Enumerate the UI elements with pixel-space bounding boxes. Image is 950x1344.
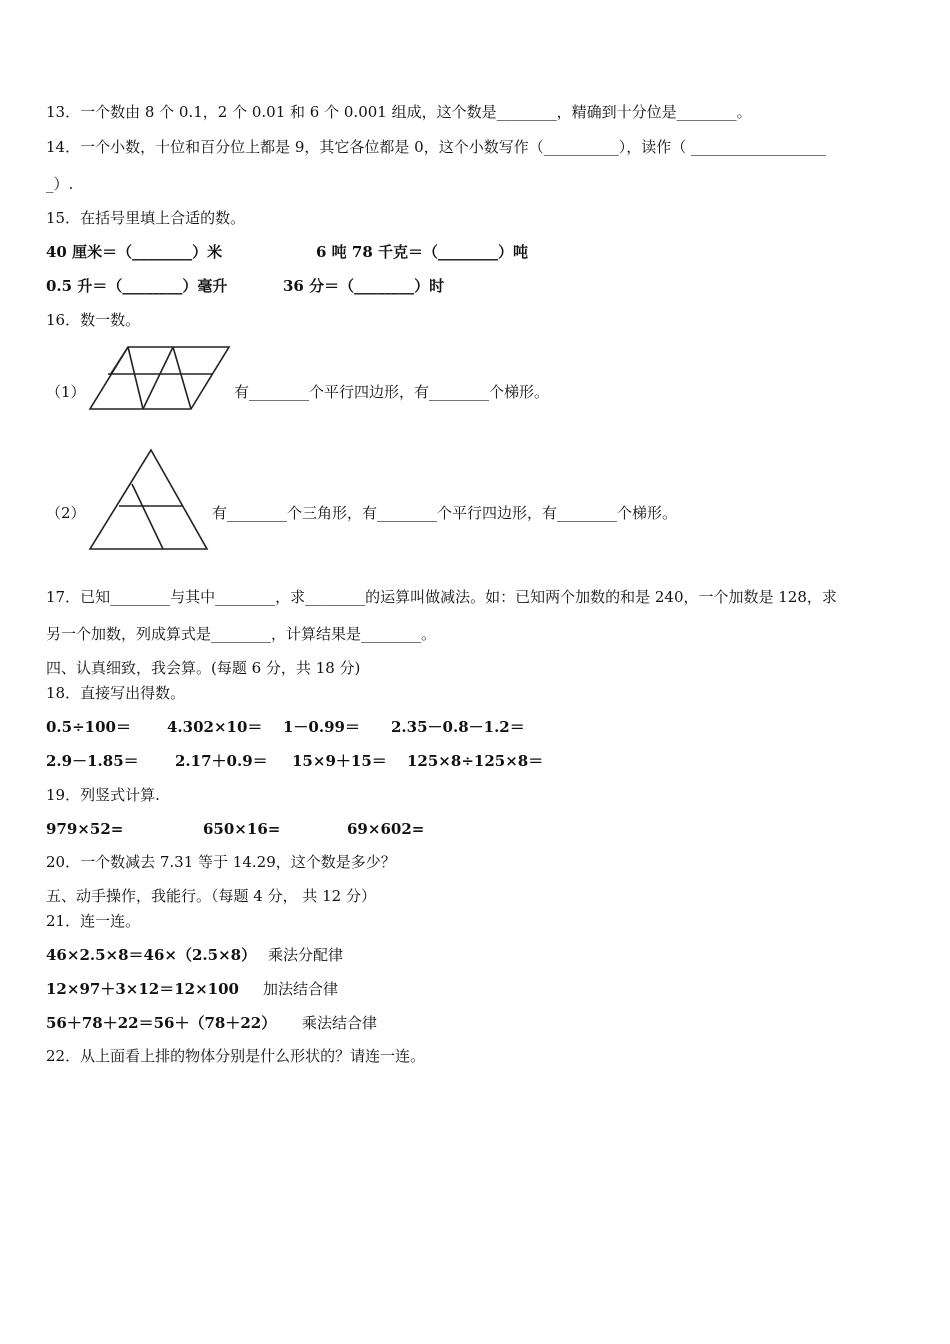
q15-item-c: 0.5 升＝（________）毫升 (46, 277, 228, 295)
q15-item-b: 6 吨 78 千克＝（________）吨 (316, 243, 528, 261)
q19-item: 650×16= (203, 820, 281, 838)
question-17-line1: 17．已知________与其中________，求________的运算叫做减法。如：已知两个加数的和是 240，一个加数是 128，求 (46, 588, 837, 606)
question-21-title: 21．连一连。 (46, 912, 141, 930)
q16-text-2: 有________个三角形，有________个平行四边形，有________个梯形。 (212, 504, 678, 522)
q18-item: 0.5÷100＝ (46, 718, 131, 736)
q21-left-item: 12×97＋3×12＝12×100 (46, 980, 239, 998)
question-19-title: 19．列竖式计算. (46, 786, 160, 804)
parallelogram-figure (88, 344, 233, 412)
section-4-title: 四、认真细致，我会算。(每题 6 分，共 18 分) (46, 659, 361, 677)
q18-item: 125×8÷125×8＝ (407, 752, 544, 770)
q21-left-item: 56＋78＋22＝56＋（78＋22） (46, 1014, 277, 1032)
q18-item: 4.302×10＝ (167, 718, 263, 736)
q16-text-1: 有________个平行四边形，有________个梯形。 (234, 383, 550, 401)
q19-item: 979×52= (46, 820, 124, 838)
q18-item: 1－0.99＝ (283, 718, 360, 736)
question-14-line2: _）. (46, 175, 74, 193)
question-20: 20．一个数减去 7.31 等于 14.29，这个数是多少？ (46, 853, 396, 871)
question-22: 22．从上面看上排的物体分别是什么形状的？请连一连。 (46, 1047, 426, 1065)
section-5-title: 五、动手操作，我能行。（每题 4 分， 共 12 分） (46, 887, 376, 905)
question-13: 13．一个数由 8 个 0.1，2 个 0.01 和 6 个 0.001 组成，这个数是________，精确到十分位是________。 (46, 103, 752, 121)
q18-item: 2.17＋0.9＝ (175, 752, 268, 770)
q21-right-item: 加法结合律 (263, 980, 339, 998)
q21-left-item: 46×2.5×8＝46×（2.5×8） (46, 946, 257, 964)
q15-item-a: 40 厘米＝（________）米 (46, 243, 223, 261)
q18-item: 2.9－1.85＝ (46, 752, 139, 770)
question-17-line2: 另一个加数，列成算式是________，计算结果是________。 (46, 625, 437, 643)
q19-item: 69×602= (347, 820, 425, 838)
question-15-title: 15．在括号里填上合适的数。 (46, 209, 246, 227)
q16-label-1: （1） (46, 383, 86, 401)
q18-item: 15×9＋15＝ (292, 752, 387, 770)
q15-item-d: 36 分＝（________）时 (283, 277, 445, 295)
question-18-title: 18．直接写出得数。 (46, 684, 186, 702)
question-14-line1: 14．一个小数，十位和百分位上都是 9，其它各位都是 0，这个小数写作（__________），读作（ __________________ (46, 138, 826, 156)
triangle-figure (88, 448, 210, 552)
q16-label-2: （2） (46, 504, 86, 522)
q21-right-item: 乘法结合律 (302, 1014, 378, 1032)
question-16-title: 16．数一数。 (46, 311, 141, 329)
q18-item: 2.35－0.8－1.2＝ (391, 718, 525, 736)
q21-right-item: 乘法分配律 (268, 946, 344, 964)
